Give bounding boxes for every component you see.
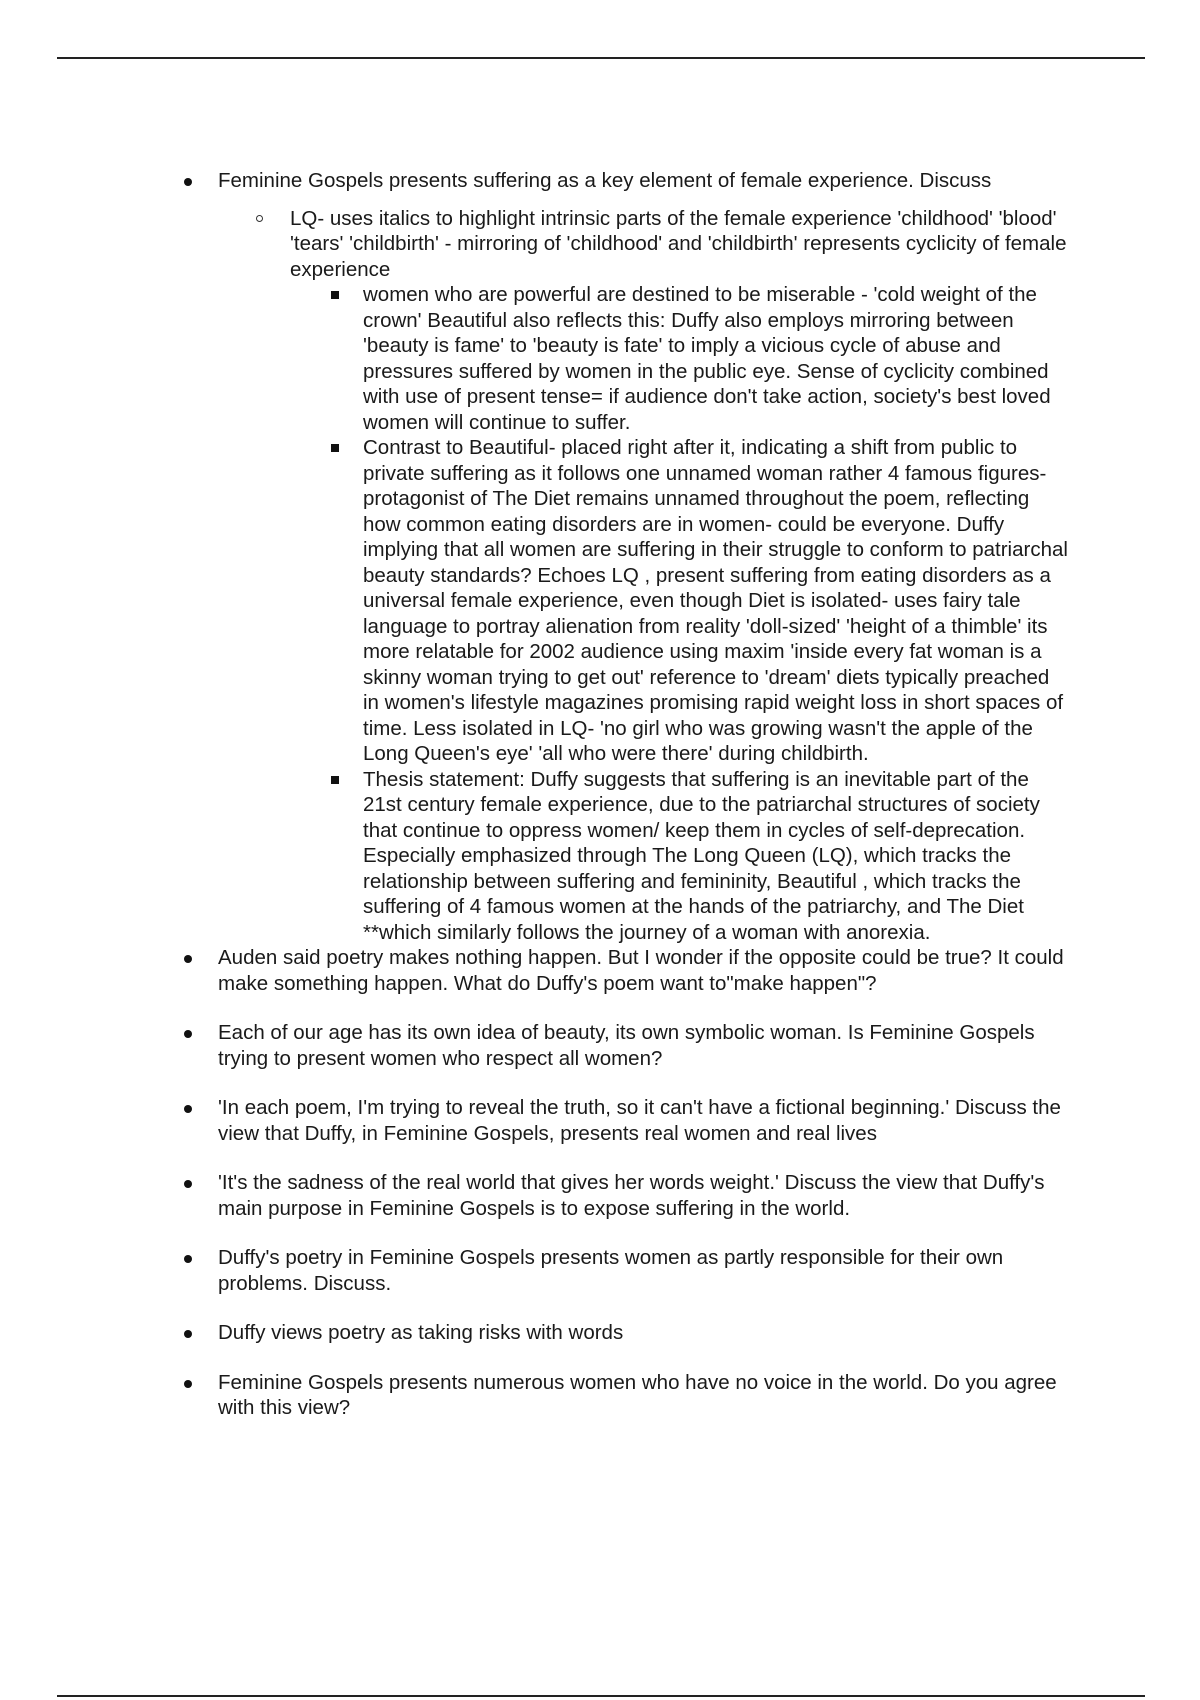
point-item xyxy=(0,282,1070,435)
list-item-text: Feminine Gospels presents numerous women who have no voice in the world. Do you agree with this view? xyxy=(218,1370,1057,1419)
list-item xyxy=(0,1320,1070,1346)
sub-list-item xyxy=(0,206,1070,283)
list-item xyxy=(0,1170,1070,1221)
list-item-text: Auden said poetry makes nothing happen. But I wonder if the opposite could be true? It could make something happen. What do Duffy's poem want to"make happen"? xyxy=(218,946,1064,995)
list-item xyxy=(0,1020,1070,1071)
bullet-icon xyxy=(184,1180,192,1188)
header-rule xyxy=(57,57,1145,59)
bullet-icon xyxy=(184,1030,192,1038)
list-item xyxy=(0,1370,1070,1421)
bullet-icon xyxy=(184,1255,192,1263)
point-item-text: women who are powerful are destined to be miserable - 'cold weight of the crown' Beautiful also reflects this: Duffy also employs mirroring between 'beauty is fame' to 'beauty is fate' to imply a vicious cycle of abuse and pressures suffered by women in the public eye. Sense of cyclicity combined with use of present tense= if audience don't take action, society's best loved women will continue to suffer. xyxy=(363,283,1051,434)
bullet-icon xyxy=(184,1380,192,1388)
hollow-bullet-icon xyxy=(256,215,263,222)
list-item xyxy=(0,168,1070,194)
list-item-text: Duffy views poetry as taking risks with words xyxy=(218,1321,624,1344)
bullet-icon xyxy=(184,178,192,186)
point-item-text: Contrast to Beautiful- placed right after it, indicating a shift from public to private suffering as it follows one unnamed woman rather 4 famous figures- protagonist of The Diet remains unnamed throughout the poem, reflecting how common eating disorders are in women- could be everyone. Duffy implying that all women are suffering in their struggle to conform to patriarchal beauty standards? Echoes LQ , present suffering from eating disorders as a universal female experience, even though Diet is isolated- uses fairy tale language to portray alienation from reality 'doll-sized' 'height of a thimble' its more relatable for 2002 audience using maxim 'inside every fat woman is a skinny woman trying to get out' reference to 'dream' diets typically preached in women's lifestyle magazines promising rapid weight loss in short spaces of time. Less isolated in LQ- 'no girl who was growing wasn't the apple of the Long Queen's eye' 'all who were there' during childbirth. xyxy=(363,436,1068,765)
list-item-text: Feminine Gospels presents suffering as a key element of female experience. Discuss xyxy=(218,169,992,192)
list-item-text: Each of our age has its own idea of beauty, its own symbolic woman. Is Feminine Gospels trying to present women who respect all women? xyxy=(218,1021,1035,1070)
square-bullet-icon xyxy=(331,776,339,784)
list-item-text: Duffy's poetry in Feminine Gospels presents women as partly responsible for their own problems. Discuss. xyxy=(218,1246,1004,1295)
bullet-icon xyxy=(184,955,192,963)
square-bullet-icon xyxy=(331,444,339,452)
list-item-text: 'In each poem, I'm trying to reveal the truth, so it can't have a fictional beginning.' Discuss the view that Duffy, in Feminine Gospels, presents real women and real lives xyxy=(218,1096,1061,1145)
list-item-text: 'It's the sadness of the real world that gives her words weight.' Discuss the view that Duffy's main purpose in Feminine Gospels is to expose suffering in the world. xyxy=(218,1171,1045,1220)
square-bullet-icon xyxy=(331,291,339,299)
list-item xyxy=(0,945,1070,996)
bullet-icon xyxy=(184,1105,192,1113)
point-item xyxy=(0,767,1070,946)
sub-list-item-text: LQ- uses italics to highlight intrinsic parts of the female experience 'childhood' 'blood' 'tears' 'childbirth' - mirroring of 'childhood' and 'childbirth' represents cyclicity of female experience xyxy=(290,206,1067,281)
bullet-icon xyxy=(184,1330,192,1338)
list-item xyxy=(0,1095,1070,1146)
question-list xyxy=(0,168,1200,1421)
point-item-text: Thesis statement: Duffy suggests that suffering is an inevitable part of the 21st century female experience, due to the patriarchal structures of society that continue to oppress women/ keep them in cycles of self-deprecation. Especially emphasized through The Long Queen (LQ), which tracks the relationship between suffering and femininity, Beautiful , which tracks the suffering of 4 famous women at the hands of the patriarchy, and The Diet **which similarly follows the journey of a woman with anorexia. xyxy=(363,767,1040,944)
point-item xyxy=(0,435,1070,767)
footer-rule xyxy=(57,1695,1145,1697)
list-item xyxy=(0,1245,1070,1296)
